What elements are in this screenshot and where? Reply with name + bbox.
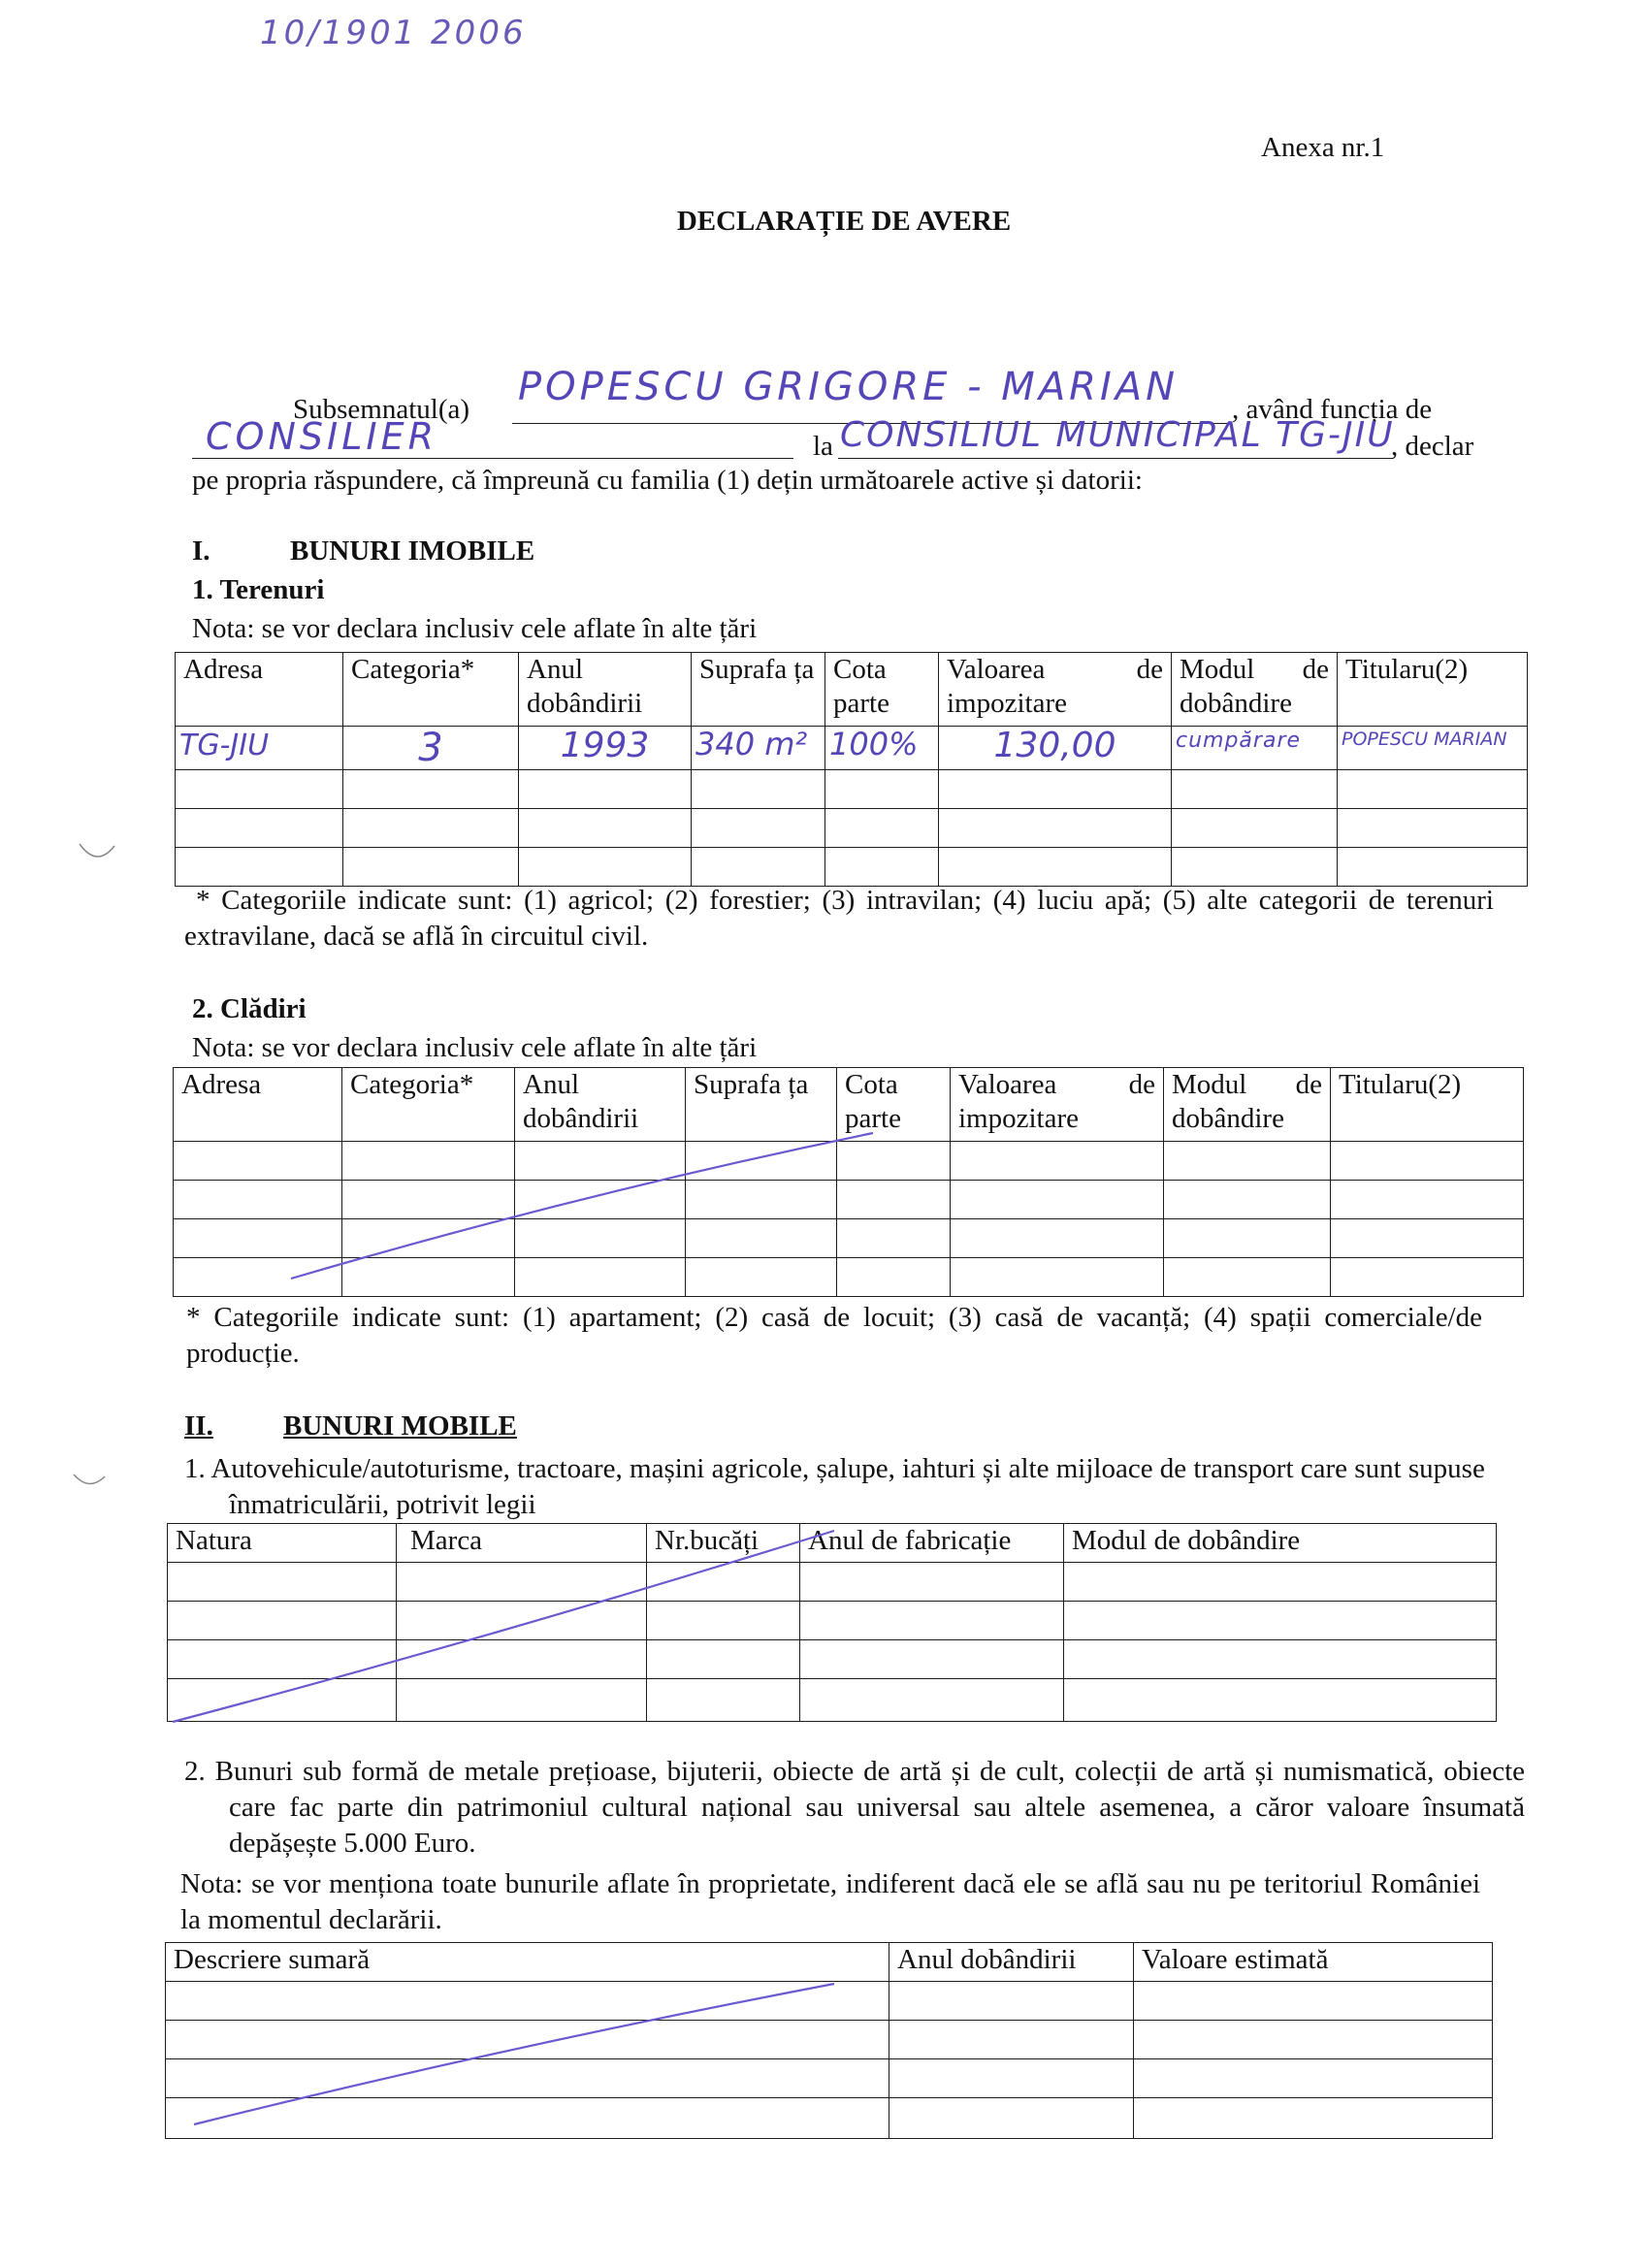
intro-declar-label: , declar xyxy=(1391,431,1474,462)
declarant-function: CONSILIER xyxy=(206,415,437,458)
declarant-institution: CONSILIUL MUNICIPAL TG-JIU xyxy=(840,415,1395,455)
vehicule-heading: 1. Autovehicule/autoturisme, tractoare, mașini agricole, șalupe, iahturi și alte mijloace de transport care sunt supuse înmatriculării, potrivit legii xyxy=(184,1453,1485,1521)
bunuri-strike-line xyxy=(194,1984,834,2124)
intro-at-label: la xyxy=(813,431,833,462)
col-header-nr-bucati: Nr.bucăți xyxy=(647,1524,800,1563)
section2-roman: II. xyxy=(184,1410,213,1442)
col-header-valoare-estimata: Valoare estimată xyxy=(1134,1943,1493,1982)
table-cell: 1993 xyxy=(519,727,692,770)
col-header-modul: Modul de dobândire xyxy=(1164,1068,1331,1142)
col-header-anul-fabricatie: Anul de fabricație xyxy=(800,1524,1064,1563)
col-header-valoarea: Valoarea de impozitare xyxy=(939,653,1172,727)
col-header-descriere: Descriere sumară xyxy=(166,1943,889,1982)
registration-number: 10/1901 2006 xyxy=(260,14,527,52)
cladiri-heading: 2. Clădiri xyxy=(192,993,307,1024)
terenuri-note: Nota: se vor declara inclusiv cele aflate în alte țări xyxy=(192,613,758,644)
vehicule-strike-line xyxy=(173,1531,834,1722)
col-header-titular: Titularu(2) xyxy=(1331,1068,1524,1142)
col-header-categoria: Categoria* xyxy=(343,653,519,727)
intro-lead: Subsemnatul(a) xyxy=(293,394,470,425)
col-header-adresa: Adresa xyxy=(176,653,343,727)
intro-function-label: , având funcția de xyxy=(1232,394,1433,425)
col-header-anul: Anul dobândirii xyxy=(519,653,692,727)
col-header-suprafata: Suprafa ța xyxy=(692,653,825,727)
cladiri-strike-line xyxy=(291,1133,873,1279)
section1-heading: BUNURI IMOBILE xyxy=(290,535,535,567)
table-cell: 100% xyxy=(825,727,939,770)
col-header-modul-dobandire: Modul de dobândire xyxy=(1064,1524,1497,1563)
col-header-titular: Titularu(2) xyxy=(1338,653,1528,727)
binder-hole-mark xyxy=(80,844,114,857)
section2-heading: BUNURI MOBILE xyxy=(283,1410,517,1442)
page-title: DECLARAȚIE DE AVERE xyxy=(676,206,1012,237)
bunuri-heading: 2. Bunuri sub formă de metale prețioase, bijuterii, obiecte de artă și de cult, colecții de artă și numismatică, obiecte care fac parte din patrimoniul cultural național sau universal sau altele asemenea, a căror valoare însumată depășește 5.000 Euro. xyxy=(184,1756,1525,1860)
col-header-modul: Modul de dobândire xyxy=(1172,653,1338,727)
col-header-anul-dobandirii: Anul dobândirii xyxy=(889,1943,1134,1982)
table-cell: 340 m² xyxy=(692,727,825,770)
section1-roman: I. xyxy=(192,535,210,567)
table-cell: TG-JIU xyxy=(176,727,343,770)
binder-hole-mark xyxy=(74,1474,105,1484)
col-header-valoarea: Valoarea de impozitare xyxy=(951,1068,1164,1142)
bunuri-note: Nota: se vor menționa toate bunurile aflate în proprietate, indiferent dacă ele se află sau nu pe teritoriul României la momentul declarării. xyxy=(180,1868,1480,1936)
col-header-natura: Natura xyxy=(168,1524,397,1563)
col-header-anul: Anul dobândirii xyxy=(515,1068,686,1142)
col-header-cota: Cota parte xyxy=(825,653,939,727)
table-cell: 3 xyxy=(343,727,519,770)
col-header-suprafata: Suprafa ța xyxy=(686,1068,837,1142)
col-header-marca: Marca xyxy=(397,1524,647,1563)
col-header-categoria: Categoria* xyxy=(342,1068,515,1142)
terenuri-footnote: * Categoriile indicate sunt: (1) agricol; (2) forestier; (3) intravilan; (4) luciu apă; (5) alte categorii de terenuri extravilane, dacă se află în circuitul civil. xyxy=(184,885,1494,953)
declarant-name: POPESCU GRIGORE - MARIAN xyxy=(518,365,1180,409)
table-cell: cumpărare xyxy=(1172,727,1338,770)
intro-line3: pe propria răspundere, că împreună cu familia (1) dețin următoarele active și datorii: xyxy=(192,465,1143,496)
annex-label: Anexa nr.1 xyxy=(1261,132,1385,163)
table-cell: POPESCU MARIAN xyxy=(1338,727,1528,770)
col-header-adresa: Adresa xyxy=(174,1068,342,1142)
cladiri-footnote: * Categoriile indicate sunt: (1) apartament; (2) casă de locuit; (3) casă de vacanță; (4) spații comerciale/de producție. xyxy=(186,1302,1482,1370)
col-header-cota: Cota parte xyxy=(837,1068,951,1142)
table-cell: 130,00 xyxy=(939,727,1172,770)
cladiri-note: Nota: se vor declara inclusiv cele aflate în alte țări xyxy=(192,1032,758,1063)
terenuri-heading: 1. Terenuri xyxy=(192,574,325,605)
